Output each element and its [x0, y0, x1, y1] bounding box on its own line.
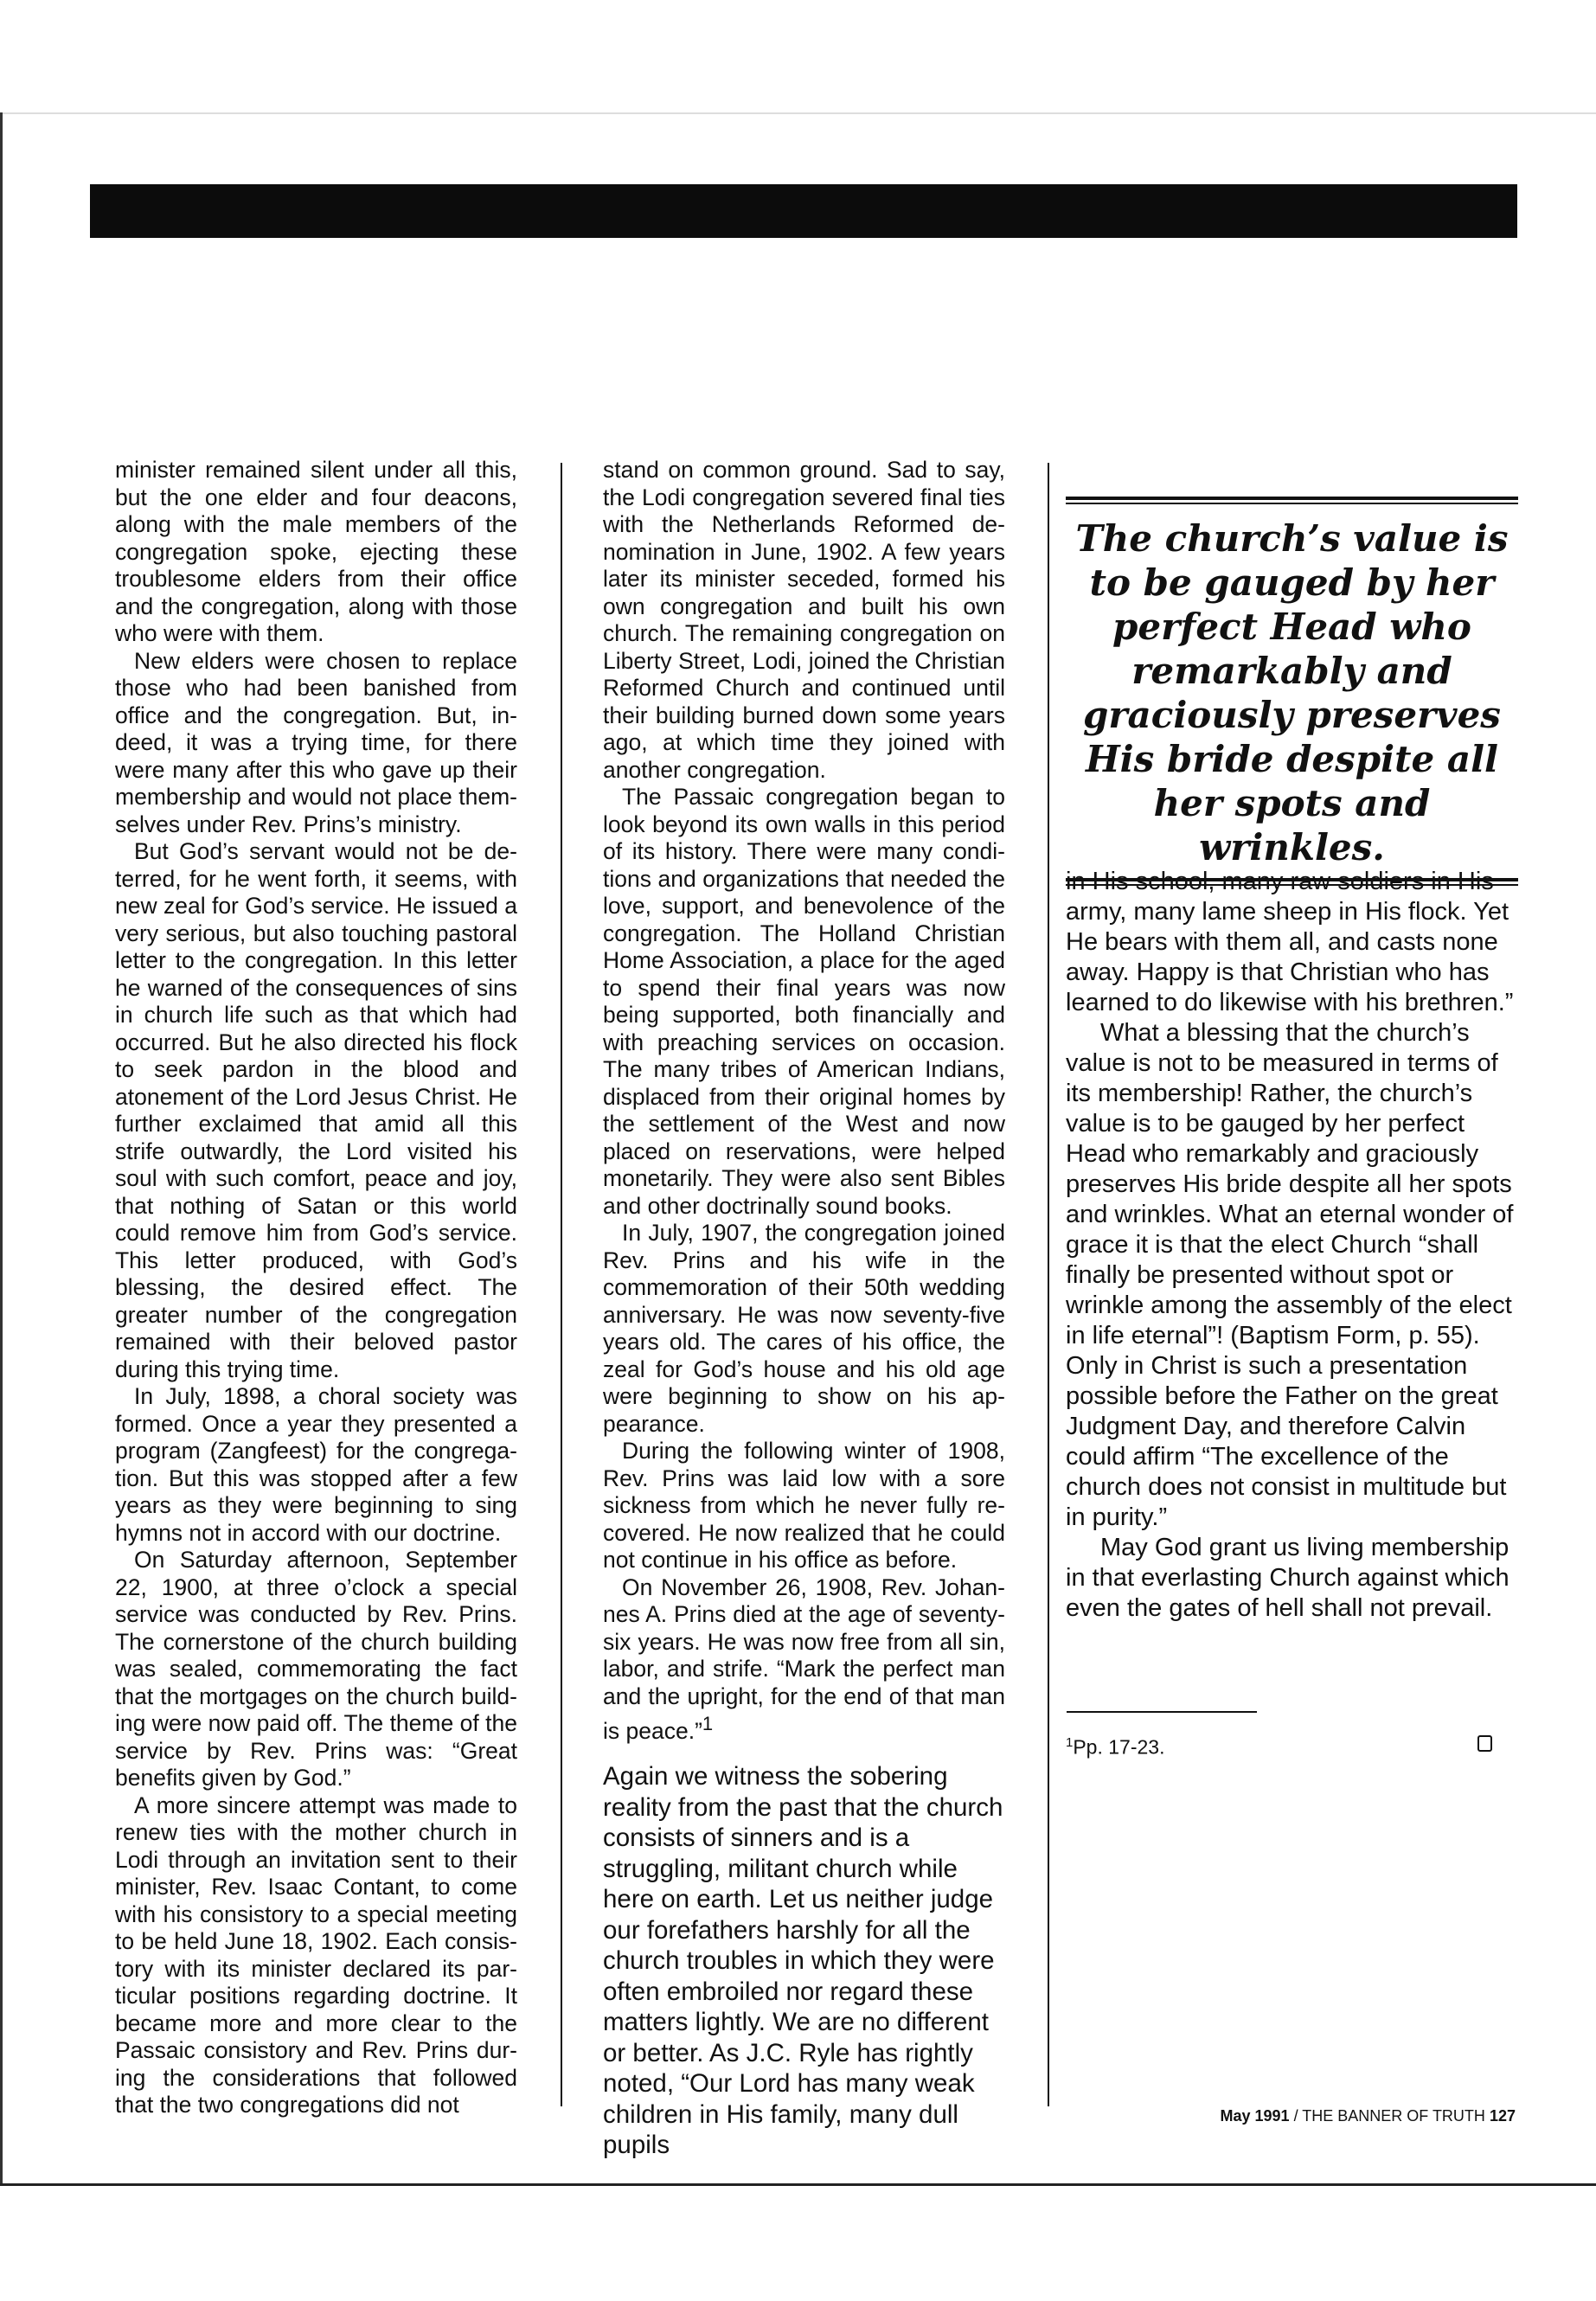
end-of-article-icon: [1477, 1735, 1492, 1752]
column-divider: [561, 463, 562, 2106]
paragraph: What a blessing that the church’s value is not to be measured in terms of its membership! Rather, the church’s value is to be gauged by her perfect Head who remarkably and graciously preserves His bride despite all her spots and wrinkles. What an eternal wonder of grace it is that the elect Church “shall finally be presented without spot or wrinkle among the assembly of the elect in life eternal”! (Baptism Form, p. 55). Only in Christ is such a presentation possible before the Father on the great Judgment Day, and therefore Calvin could affirm “The excellence of the church does not consist in multitude but in purity.”: [1066, 1019, 1514, 1531]
paragraph: A more sincere attempt was made to renew ties with the mother church in Lodi through an invitation sent to their minister, Rev. Isaac Contant, to come with his consistory to a special meeting to be held June 18, 1902. Each consistory with its minister declared its particular positions regarding doctrine. It became more and more clear to the Passaic consistory and Rev. Prins during the considerations that followed that the two congregations did not: [115, 1791, 517, 2118]
paragraph: stand on common ground. Sad to say, the Lodi congregation severed final ties with the Netherlands Reformed denomination in June, 1902. A few years later its minister seceded, formed his own congregation and built his own church. The remaining congregation on Liberty Street, Lodi, joined the Christian Reformed Church and continued until their building burned down some years ago, at which time they joined with another congregation.: [603, 457, 1005, 783]
footnote-text: Pp. 17-23.: [1073, 1735, 1165, 1759]
article-column-2: [603, 457, 1005, 1745]
footnote: [1066, 1730, 1164, 1760]
page-edge-top: [0, 112, 1596, 114]
paragraph: minister remained silent under all this, but the one elder and four deacons, along with the male members of the congregation spoke, ejecting these troublesome elders from their office and the congregation, along with those who were with them.: [115, 457, 517, 646]
paragraph: The Passaic congregation began to look beyond its own walls in this period of its history. There were many conditions and organizations that needed the love, support, and benevolence of the congregation. The Holland Christian Home Association, a place for the aged to spend their final years was now being supported, both financially and with preaching services on occasion. The many tribes of American Indians, displaced from their original homes by the settlement of the West and now placed on reservations, were helped monetarily. They were also sent Bibles and other doctrinally sound books.: [603, 784, 1005, 1219]
paragraph: During the following winter of 1908, Rev. Prins was laid low with a sore sickness from which he never fully recovered. He now realized that he could not continue in his office as before.: [603, 1438, 1005, 1573]
paragraph: On Saturday afternoon, September 22, 1900, at three o’clock a special service was conducted by Rev. Prins. The cornerstone of the church building was sealed, commemorating the fact that the mortgages on the church building were now paid off. The theme of the service by Rev. Prins was: “Great benefits given by God.”: [115, 1547, 517, 1791]
footnote-reference: 1: [702, 1713, 714, 1734]
paragraph: May God grant us living membership in that everlasting Church against which even the gates of hell shall not prevail.: [1066, 1534, 1509, 1622]
paragraph: Again we witness the sobering reality from the past that the church consists of sinners and is a struggling, militant church while here on earth. Let us neither judge our forefathers harshly for all the church troubles in which they were often embroiled nor regard these matters lightly. We are no different or better. As J.C. Ryle has rightly noted, “Our Lord has many weak children in His family, many dull pupils: [603, 1762, 1003, 2159]
header-bar: [90, 184, 1517, 238]
paragraph-with-footnote: [603, 1574, 1005, 1746]
paragraph: in His school, many raw soldiers in His army, many lame sheep in His flock. Yet He bears with them all, and casts none away. Happy is that Christian who has learned to do likewise with his brethren.”: [1066, 868, 1514, 1016]
page-edge-bottom: [0, 2183, 1596, 2186]
paragraph: New elders were chosen to replace those who had been banished from office and the congregation. But, indeed, it was a trying time, for there were many after this who gave up their membership and would not place themselves under Rev. Prins’s ministry.: [115, 647, 517, 837]
folio-publication: THE BANNER OF TRUTH: [1302, 2107, 1485, 2125]
paragraph-text: On November 26, 1908, Rev. Johannes A. Prins died at the age of seventy-six years. He was now free from all sin, labor, and strife. “Mark the perfect man and the upright, for the end of that man is peace.”: [603, 1574, 1005, 1744]
article-column-3: [1066, 867, 1516, 1624]
pull-quote: [1066, 497, 1518, 886]
footnote-rule: [1067, 1711, 1257, 1713]
footnote-number: 1: [1066, 1735, 1074, 1750]
page-folio: [1176, 2106, 1516, 2126]
page-edge-left: [0, 112, 3, 2183]
paragraph: But God’s servant would not be deterred, for he went forth, it seems, with new zeal for God’s service. He issued a very serious, but also touching pastoral letter to the congregation. In this letter he warned of the consequences of sins in church life such as that which had occurred. But he also directed his flock to seek pardon in the blood and atonement of the Lord Jesus Christ. He further exclaimed that amid all this strife outwardly, the Lord visited his soul with such comfort, peace and joy, that nothing of Satan or this world could remove him from God’s service. This letter produced, with God’s blessing, the desired effect. The greater number of the congregation remained with their beloved pastor during this trying time.: [115, 838, 517, 1382]
column-divider: [1048, 463, 1049, 2106]
page-number: 127: [1489, 2107, 1516, 2125]
folio-separator: /: [1289, 2107, 1303, 2125]
paragraph: In July, 1907, the congregation joined Rev. Prins and his wife in the commemoration of their 50th wedding anniversary. He was now seventy-five years old. The cares of his office, the zeal for God’s house and his old age were beginning to show on his appearance.: [603, 1220, 1005, 1437]
article-column-1: [115, 457, 517, 2119]
pull-quote-top-rule: [1066, 497, 1518, 504]
article-column-2-large-text: [603, 1761, 1015, 2161]
paragraph: In July, 1898, a choral society was formed. Once a year they presented a program (Zangfeest) for the congregation. But this was stopped after a few years as they were beginning to sing hymns not in accord with our doctrine.: [115, 1383, 517, 1546]
pull-quote-text: The church’s value is to be gauged by her perfect Head who remarkably and graciously preserves His bride despite all her spots and wrinkles.: [1075, 517, 1509, 868]
folio-date: May 1991: [1220, 2107, 1290, 2125]
